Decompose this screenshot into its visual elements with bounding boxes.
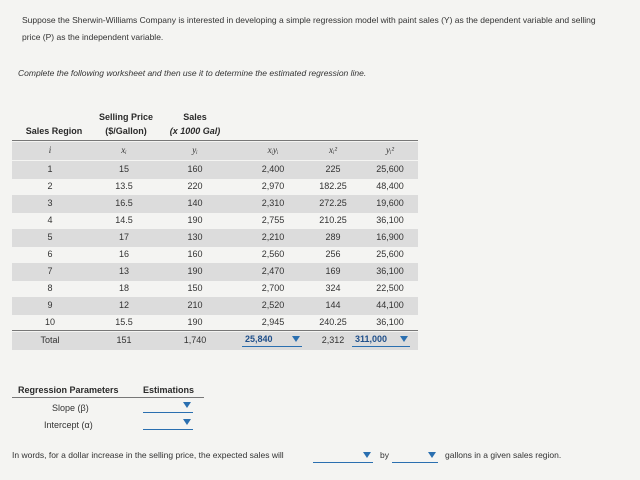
symbol-row bbox=[12, 142, 418, 160]
cell-x: 12 bbox=[118, 300, 129, 310]
header-rule bbox=[12, 140, 418, 141]
slope-dropdown[interactable] bbox=[143, 400, 193, 413]
table-row bbox=[12, 178, 418, 196]
header-price-unit: ($/Gallon) bbox=[105, 126, 147, 136]
table-row bbox=[12, 195, 418, 213]
total-y: 1,740 bbox=[183, 335, 207, 345]
cell-y: 190 bbox=[187, 266, 203, 276]
total-xy-value: 25,840 bbox=[245, 334, 273, 344]
cell-xy: 2,945 bbox=[261, 317, 285, 327]
total-rule bbox=[12, 330, 418, 331]
table-row bbox=[12, 297, 418, 315]
cell-x2: 256 bbox=[325, 249, 341, 259]
cell-y: 190 bbox=[187, 215, 203, 225]
cell-i: 8 bbox=[47, 283, 53, 293]
symbol-xy: xᵢyᵢ bbox=[267, 145, 279, 155]
header-sales-region: Sales Region bbox=[25, 126, 83, 136]
problem-intro: Suppose the Sherwin-Williams Company is interested in developing a simple regression model with paint sales (Y) as the dependent variable and selling price (P) as the independent variable. bbox=[22, 15, 596, 42]
symbol-y: yᵢ bbox=[192, 145, 198, 155]
cell-x2: 225 bbox=[325, 164, 341, 174]
chevron-down-icon bbox=[292, 336, 300, 342]
worksheet-instruction: Complete the following worksheet and then use it to determine the estimated regression line. bbox=[18, 68, 367, 78]
sentence-by: by bbox=[380, 450, 389, 460]
chevron-down-icon bbox=[363, 452, 371, 458]
cell-y2: 48,400 bbox=[376, 181, 404, 191]
slope-label: Slope (β) bbox=[52, 403, 89, 413]
cell-y2: 36,100 bbox=[376, 215, 404, 225]
cell-x: 16 bbox=[118, 249, 129, 259]
cell-x2: 289 bbox=[325, 232, 341, 242]
cell-y2: 19,600 bbox=[376, 198, 404, 208]
total-xy-dropdown[interactable] bbox=[242, 334, 302, 347]
interpretation-sentence bbox=[12, 450, 284, 460]
cell-y2: 36,100 bbox=[376, 317, 404, 327]
cell-i: 9 bbox=[47, 300, 53, 310]
total-x2: 2,312 bbox=[321, 335, 345, 345]
cell-i: 10 bbox=[44, 317, 55, 327]
symbol-x2: xᵢ² bbox=[328, 145, 338, 155]
intercept-dropdown[interactable] bbox=[143, 417, 193, 430]
cell-x: 15.5 bbox=[115, 317, 133, 327]
cell-x2: 144 bbox=[325, 300, 341, 310]
cell-i: 2 bbox=[47, 181, 53, 191]
intercept-label: Intercept (α) bbox=[44, 420, 93, 430]
cell-i: 5 bbox=[47, 232, 53, 242]
cell-xy: 2,400 bbox=[261, 164, 285, 174]
total-row bbox=[12, 332, 418, 350]
cell-x2: 324 bbox=[325, 283, 341, 293]
cell-y2: 22,500 bbox=[376, 283, 404, 293]
chevron-down-icon bbox=[428, 452, 436, 458]
table-row bbox=[12, 246, 418, 264]
cell-x2: 240.25 bbox=[319, 317, 347, 327]
cell-x2: 182.25 bbox=[319, 181, 347, 191]
symbol-y2: yᵢ² bbox=[385, 145, 395, 155]
cell-i: 4 bbox=[47, 215, 53, 225]
cell-xy: 2,755 bbox=[261, 215, 285, 225]
chevron-down-icon bbox=[400, 336, 408, 342]
cell-y2: 25,600 bbox=[376, 164, 404, 174]
cell-y: 130 bbox=[187, 232, 203, 242]
cell-i: 6 bbox=[47, 249, 53, 259]
estimations-header: Estimations bbox=[143, 385, 195, 395]
cell-x2: 210.25 bbox=[319, 215, 347, 225]
cell-y: 140 bbox=[187, 198, 203, 208]
sentence-end: gallons in a given sales region. bbox=[445, 450, 562, 460]
header-sales-unit: (x 1000 Gal) bbox=[169, 126, 221, 136]
cell-x: 14.5 bbox=[115, 215, 133, 225]
cell-i: 1 bbox=[47, 164, 53, 174]
cell-y: 160 bbox=[187, 249, 203, 259]
cell-xy: 2,700 bbox=[261, 283, 285, 293]
cell-x: 13.5 bbox=[115, 181, 133, 191]
cell-y2: 44,100 bbox=[376, 300, 404, 310]
regression-rule bbox=[12, 397, 204, 398]
cell-y: 190 bbox=[187, 317, 203, 327]
table-row bbox=[12, 212, 418, 230]
chevron-down-icon bbox=[183, 402, 191, 408]
cell-x2: 272.25 bbox=[319, 198, 347, 208]
cell-xy: 2,470 bbox=[261, 266, 285, 276]
cell-y2: 16,900 bbox=[376, 232, 404, 242]
total-x: 151 bbox=[116, 335, 132, 345]
cell-x: 18 bbox=[118, 283, 129, 293]
cell-x2: 169 bbox=[325, 266, 341, 276]
total-label: Total bbox=[40, 335, 60, 345]
chevron-down-icon bbox=[183, 419, 191, 425]
sentence-start: In words, for a dollar increase in the selling price, the expected sales will bbox=[12, 450, 284, 460]
cell-x: 15 bbox=[118, 164, 129, 174]
cell-x: 17 bbox=[118, 232, 129, 242]
cell-y: 210 bbox=[187, 300, 203, 310]
header-sales: Sales bbox=[183, 112, 207, 122]
cell-x: 13 bbox=[118, 266, 129, 276]
symbol-x: xᵢ bbox=[121, 145, 127, 155]
cell-y2: 25,600 bbox=[376, 249, 404, 259]
table-row bbox=[12, 229, 418, 247]
cell-xy: 2,210 bbox=[261, 232, 285, 242]
cell-xy: 2,560 bbox=[261, 249, 285, 259]
cell-y: 150 bbox=[187, 283, 203, 293]
amount-dropdown[interactable] bbox=[392, 450, 438, 463]
cell-y: 160 bbox=[187, 164, 203, 174]
cell-x: 16.5 bbox=[115, 198, 133, 208]
symbol-i: i bbox=[48, 145, 52, 155]
cell-xy: 2,310 bbox=[261, 198, 285, 208]
cell-y: 220 bbox=[187, 181, 203, 191]
direction-dropdown[interactable] bbox=[313, 450, 373, 463]
total-y2-dropdown[interactable] bbox=[352, 334, 410, 347]
header-selling-price: Selling Price bbox=[98, 112, 154, 122]
regression-params-header: Regression Parameters bbox=[18, 385, 119, 395]
table-row bbox=[12, 280, 418, 298]
cell-i: 7 bbox=[47, 266, 53, 276]
total-y2-value: 311,000 bbox=[355, 334, 388, 344]
cell-y2: 36,100 bbox=[376, 266, 404, 276]
cell-i: 3 bbox=[47, 198, 53, 208]
cell-xy: 2,970 bbox=[261, 181, 285, 191]
cell-xy: 2,520 bbox=[261, 300, 285, 310]
table-row bbox=[12, 161, 418, 179]
table-row bbox=[12, 263, 418, 281]
